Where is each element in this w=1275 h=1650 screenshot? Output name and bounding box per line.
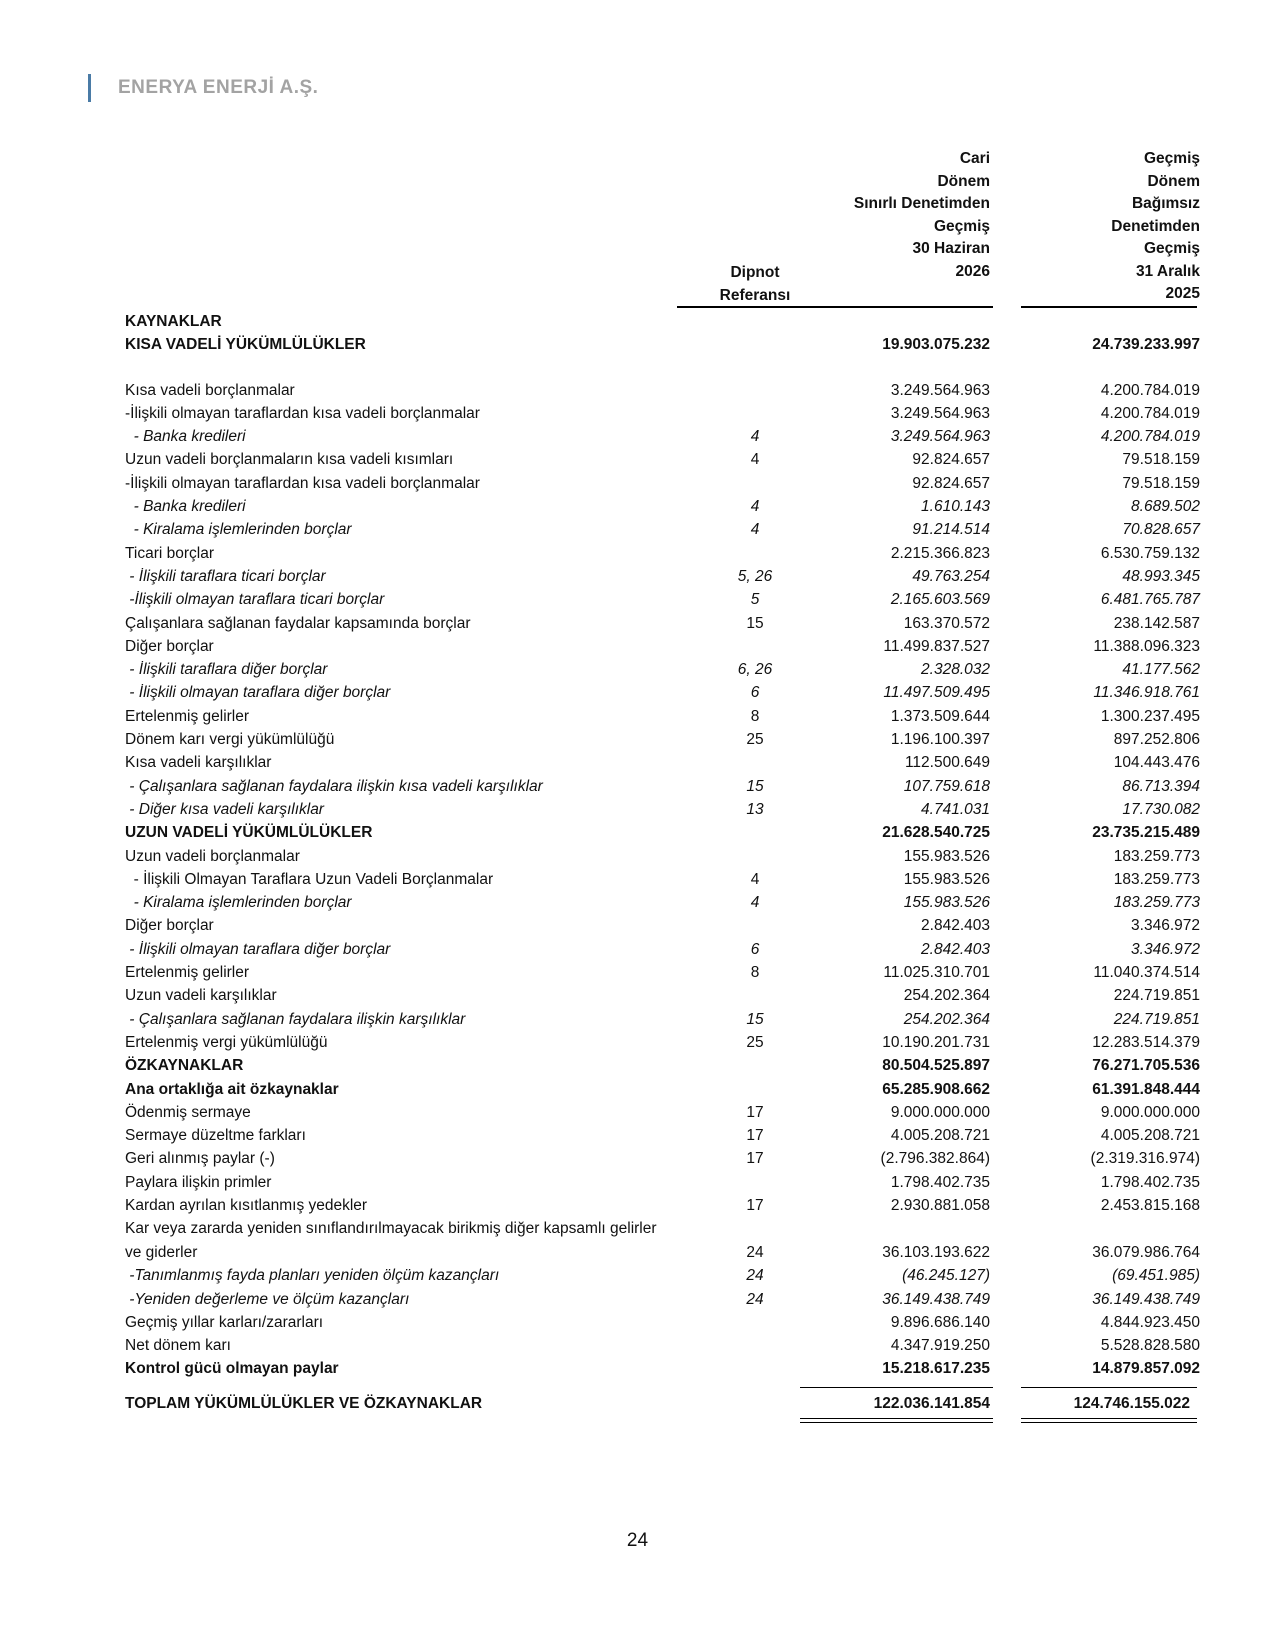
row-current-value: 3.249.564.963 <box>890 381 990 399</box>
row-current-value: 2.165.603.569 <box>890 591 990 609</box>
row-current-value: 107.759.618 <box>903 777 990 795</box>
row-label: Çalışanlara sağlanan faydalar kapsamında borçlar <box>125 614 471 632</box>
table-row <box>0 798 1275 821</box>
table-row <box>0 938 1275 961</box>
row-label: - İlişkili Olmayan Taraflara Uzun Vadeli Borçlanmalar <box>125 870 494 888</box>
prior-total-line <box>1021 1387 1197 1388</box>
header-line: 2025 <box>1165 285 1200 302</box>
row-prior-value: 183.259.773 <box>1113 894 1200 912</box>
row-current-value: 112.500.649 <box>904 754 990 772</box>
table-row <box>0 1194 1275 1217</box>
row-label: - İlişkili taraflara diğer borçlar <box>125 661 328 679</box>
row-current-value: 163.370.572 <box>903 614 990 632</box>
header-line: 30 Haziran <box>912 240 990 257</box>
row-note: 15 <box>746 777 764 795</box>
row-prior-value: 24.739.233.997 <box>1092 336 1200 354</box>
row-label: Uzun vadeli borçlanmaların kısa vadeli kısımları <box>125 451 454 469</box>
row-label: - Banka kredileri <box>125 428 246 446</box>
table-row <box>0 612 1275 635</box>
row-label: Ana ortaklığa ait özkaynaklar <box>125 1080 339 1098</box>
table-row <box>0 1171 1275 1194</box>
row-note: 4 <box>750 451 760 469</box>
row-prior-value: 183.259.773 <box>1113 847 1200 865</box>
note-reference-header <box>700 262 810 307</box>
row-prior-value: 5.528.828.580 <box>1100 1337 1200 1355</box>
row-label: - Kiralama işlemlerinden borçlar <box>125 894 352 912</box>
table-row <box>0 1311 1275 1334</box>
header-line: Bağımsız <box>1131 195 1200 212</box>
row-current-value: 49.763.254 <box>912 567 990 585</box>
table-row <box>0 448 1275 471</box>
row-current-value: 15.218.617.235 <box>882 1360 990 1378</box>
table-row <box>0 1217 1275 1264</box>
row-label: Ödenmiş sermaye <box>125 1103 251 1121</box>
row-label: -İlişkili olmayan taraflara ticari borçlar <box>125 591 385 609</box>
row-current-value: 2.215.366.823 <box>890 544 990 562</box>
current-total-line <box>800 1387 993 1388</box>
row-prior-value: 11.040.374.514 <box>1093 964 1200 982</box>
row-note: 17 <box>746 1196 764 1214</box>
row-label: Ticari borçlar <box>125 544 214 562</box>
row-label: Paylara ilişkin primler <box>125 1173 272 1191</box>
row-current-value: 4.741.031 <box>921 800 990 818</box>
row-label: - Banka kredileri <box>125 498 246 516</box>
current-period-header <box>780 148 990 283</box>
row-current-value: 65.285.908.662 <box>882 1080 990 1098</box>
header-line: Denetimden <box>1111 217 1200 235</box>
table-row <box>0 751 1275 774</box>
header-line: 31 Aralık <box>1135 262 1200 280</box>
row-prior-value: 61.391.848.444 <box>1092 1080 1200 1098</box>
row-prior-value: 238.142.587 <box>1113 614 1200 632</box>
row-prior-value: 70.828.657 <box>1122 521 1200 539</box>
row-current-value: 2.842.403 <box>921 917 990 935</box>
table-row <box>0 1288 1275 1311</box>
row-label: -İlişkili olmayan taraflardan kısa vadeli borçlanmalar <box>125 404 480 422</box>
header-line: Geçmiş <box>933 217 990 235</box>
table-row <box>0 1334 1275 1357</box>
row-prior-value: 36.149.438.749 <box>1092 1290 1200 1308</box>
row-label: Kısa vadeli karşılıklar <box>125 754 272 772</box>
row-current-value: 10.190.201.731 <box>882 1033 990 1051</box>
prior-total-double-underline <box>1021 1418 1197 1423</box>
row-prior-value: 8.689.502 <box>1131 498 1200 516</box>
row-current-value: 3.249.564.963 <box>890 428 990 446</box>
row-prior-value: 79.518.159 <box>1122 474 1200 492</box>
note-header-underline <box>677 306 807 308</box>
row-note: 6 <box>750 940 760 958</box>
row-label: - İlişkili olmayan taraflara diğer borçlar <box>125 684 391 702</box>
row-prior-value: 897.252.806 <box>1113 731 1200 749</box>
row-label: - Kiralama işlemlerinden borçlar <box>125 521 352 539</box>
table-row <box>0 495 1275 518</box>
header-line: Geçmiş <box>1143 240 1200 257</box>
row-note: 13 <box>746 800 764 818</box>
row-current-value: 36.103.193.622 <box>882 1243 990 1261</box>
row-label: -Yeniden değerleme ve ölçüm kazançları <box>125 1290 410 1308</box>
row-current-value: 2.842.403 <box>921 940 990 958</box>
grand-total-label: TOPLAM YÜKÜMLÜLÜKLER VE ÖZKAYNAKLAR <box>125 1395 483 1412</box>
row-prior-value: 4.005.208.721 <box>1100 1127 1200 1145</box>
table-row <box>0 1054 1275 1077</box>
row-label: - Çalışanlara sağlanan faydalara ilişkin karşılıklar <box>125 1010 466 1028</box>
row-note: 15 <box>746 614 764 632</box>
current-total-double-underline <box>800 1418 993 1423</box>
table-row <box>0 658 1275 681</box>
row-label: - Çalışanlara sağlanan faydalara ilişkin kısa vadeli karşılıklar <box>125 777 543 795</box>
row-current-value: 254.202.364 <box>903 987 990 1005</box>
header-line: Dipnot <box>730 264 780 281</box>
table-row <box>0 845 1275 868</box>
row-current-value: 92.824.657 <box>912 451 990 469</box>
row-note: 4 <box>750 521 760 539</box>
row-current-value: 11.025.310.701 <box>883 964 990 982</box>
row-current-value: 1.373.509.644 <box>890 707 990 725</box>
row-current-value: 80.504.525.897 <box>882 1057 990 1075</box>
row-note: 8 <box>750 707 760 725</box>
row-prior-value: 17.730.082 <box>1122 800 1200 818</box>
row-prior-value: 36.079.986.764 <box>1092 1243 1200 1261</box>
row-current-value: 11.499.837.527 <box>883 637 990 655</box>
row-note: 4 <box>750 428 760 446</box>
row-prior-value: 4.844.923.450 <box>1100 1313 1200 1331</box>
header-line: Referansı <box>719 286 791 304</box>
row-prior-value: 224.719.851 <box>1113 987 1200 1005</box>
row-prior-value: 12.283.514.379 <box>1092 1033 1200 1051</box>
row-label: - İlişkili taraflara ticari borçlar <box>125 567 326 585</box>
row-current-value: 3.249.564.963 <box>890 404 990 422</box>
table-row <box>0 1264 1275 1287</box>
table-row <box>0 357 1275 379</box>
row-current-value: 4.347.919.250 <box>890 1337 990 1355</box>
table-row <box>0 588 1275 611</box>
row-label: Net dönem karı <box>125 1337 231 1355</box>
row-prior-value: (2.319.316.974) <box>1090 1150 1200 1168</box>
row-note: 5 <box>750 591 760 609</box>
row-label: Uzun vadeli karşılıklar <box>125 987 277 1005</box>
row-prior-value: 104.443.476 <box>1113 754 1200 772</box>
table-row <box>0 565 1275 588</box>
table-row <box>0 821 1275 844</box>
table-row <box>0 518 1275 541</box>
table-row <box>0 728 1275 751</box>
row-note: 25 <box>746 1033 764 1051</box>
table-row <box>0 333 1275 356</box>
row-label: -İlişkili olmayan taraflardan kısa vadeli borçlanmalar <box>125 474 480 492</box>
row-prior-value: 11.346.918.761 <box>1093 684 1200 702</box>
row-prior-value: 6.481.765.787 <box>1100 591 1200 609</box>
row-note: 24 <box>746 1243 764 1261</box>
row-label: Ertelenmiş gelirler <box>125 964 250 982</box>
row-prior-value: 6.530.759.132 <box>1100 544 1200 562</box>
header-line: Dönem <box>937 172 990 190</box>
row-prior-value: 2.453.815.168 <box>1100 1196 1200 1214</box>
row-label: - İlişkili olmayan taraflara diğer borçlar <box>125 940 391 958</box>
row-prior-value: 11.388.096.323 <box>1093 637 1200 655</box>
table-row <box>0 868 1275 891</box>
row-note: 4 <box>750 870 760 888</box>
row-note: 6 <box>750 684 760 702</box>
row-prior-value: 23.735.215.489 <box>1092 824 1200 842</box>
row-current-value: 21.628.540.725 <box>882 824 990 842</box>
row-label: ÖZKAYNAKLAR <box>125 1057 244 1075</box>
row-current-value: 2.328.032 <box>921 661 990 679</box>
table-row <box>0 542 1275 565</box>
table-row <box>0 1101 1275 1124</box>
row-current-value: 4.005.208.721 <box>890 1127 990 1145</box>
row-current-value: 92.824.657 <box>912 474 990 492</box>
row-current-value: 9.896.686.140 <box>890 1313 990 1331</box>
row-current-value: 91.214.514 <box>912 521 990 539</box>
row-note: 4 <box>750 498 760 516</box>
row-label: Sermaye düzeltme farkları <box>125 1127 306 1145</box>
prior-header-underline <box>1021 306 1197 308</box>
row-current-value: 155.983.526 <box>903 870 990 888</box>
row-prior-value: 41.177.562 <box>1122 661 1200 679</box>
grand-total-row <box>0 1392 1275 1416</box>
table-row <box>0 914 1275 937</box>
row-note: 5, 26 <box>737 567 773 585</box>
row-current-value: 2.930.881.058 <box>890 1196 990 1214</box>
row-label: -Tanımlanmış fayda planları yeniden ölçüm kazançları <box>125 1267 500 1285</box>
header-line: Geçmiş <box>1143 150 1200 167</box>
row-note: 24 <box>746 1267 764 1285</box>
row-prior-value: 1.798.402.735 <box>1100 1173 1200 1191</box>
row-note: 17 <box>746 1103 764 1121</box>
table-row <box>0 425 1275 448</box>
table-row <box>0 1078 1275 1101</box>
row-current-value: 155.983.526 <box>903 894 990 912</box>
row-label: Kar veya zararda yeniden sınıflandırılmayacak birikmiş diğer kapsamlı gelirler ve giderler <box>125 1220 657 1261</box>
row-note: 25 <box>746 731 764 749</box>
table-row <box>0 705 1275 728</box>
table-row <box>0 635 1275 658</box>
table-row <box>0 402 1275 425</box>
row-note: 24 <box>746 1290 764 1308</box>
table-row <box>0 775 1275 798</box>
row-current-value: 1.610.143 <box>921 498 990 516</box>
row-label: UZUN VADELİ YÜKÜMLÜLÜKLER <box>125 824 373 842</box>
row-label: Ertelenmiş vergi yükümlülüğü <box>125 1033 328 1051</box>
row-current-value: 11.497.509.495 <box>883 684 990 702</box>
table-row <box>0 1147 1275 1170</box>
table-row <box>0 984 1275 1007</box>
table-row <box>0 1357 1275 1380</box>
row-current-value: 19.903.075.232 <box>882 336 990 354</box>
grand-total-current: 122.036.141.854 <box>873 1395 990 1412</box>
grand-total-prior: 124.746.155.022 <box>1073 1395 1190 1412</box>
row-note: 4 <box>750 894 760 912</box>
row-prior-value: 76.271.705.536 <box>1092 1057 1200 1075</box>
table-row <box>0 891 1275 914</box>
row-label: Kardan ayrılan kısıtlanmış yedekler <box>125 1196 368 1214</box>
row-label: Kontrol gücü olmayan paylar <box>125 1360 339 1378</box>
row-label: Diğer borçlar <box>125 917 214 935</box>
row-prior-value: 86.713.394 <box>1122 777 1200 795</box>
row-label: Ertelenmiş gelirler <box>125 707 250 725</box>
table-row <box>0 310 1275 333</box>
balance-sheet-table <box>0 310 1275 1381</box>
row-note: 8 <box>750 964 760 982</box>
row-prior-value: 48.993.345 <box>1122 567 1200 585</box>
row-current-value: (46.245.127) <box>902 1267 990 1285</box>
row-prior-value: 3.346.972 <box>1131 940 1200 958</box>
table-row <box>0 379 1275 402</box>
row-prior-value: 79.518.159 <box>1122 451 1200 469</box>
row-note: 17 <box>746 1127 764 1145</box>
header-line: Dönem <box>1147 172 1200 190</box>
row-prior-value: 183.259.773 <box>1113 870 1200 888</box>
row-current-value: 1.196.100.397 <box>890 731 990 749</box>
row-label: Diğer borçlar <box>125 637 214 655</box>
row-note: 15 <box>746 1010 764 1028</box>
table-row <box>0 1008 1275 1031</box>
row-prior-value: (69.451.985) <box>1112 1267 1200 1285</box>
row-label: Geri alınmış paylar (-) <box>125 1150 275 1168</box>
table-row <box>0 1031 1275 1054</box>
row-current-value: 36.149.438.749 <box>882 1290 990 1308</box>
header-line: 2026 <box>955 262 990 280</box>
row-label: KISA VADELİ YÜKÜMLÜLÜKLER <box>125 336 366 354</box>
company-name: ENERYA ENERJİ A.Ş. <box>118 77 319 98</box>
current-header-underline <box>797 306 993 308</box>
header-accent-bar <box>88 74 91 102</box>
header-line: Sınırlı Denetimden <box>853 195 990 212</box>
row-prior-value: 9.000.000.000 <box>1100 1103 1200 1121</box>
row-note: 6, 26 <box>737 661 773 679</box>
row-current-value: 155.983.526 <box>903 847 990 865</box>
header-line: Cari <box>959 150 990 167</box>
row-label: Dönem karı vergi yükümlülüğü <box>125 731 335 749</box>
row-current-value: 254.202.364 <box>903 1010 990 1028</box>
row-prior-value: 4.200.784.019 <box>1100 428 1200 446</box>
table-row <box>0 472 1275 495</box>
row-note: 17 <box>746 1150 764 1168</box>
row-prior-value: 14.879.857.092 <box>1092 1360 1200 1378</box>
row-label: Geçmiş yıllar karları/zararları <box>125 1313 324 1331</box>
row-prior-value: 1.300.237.495 <box>1100 707 1200 725</box>
row-prior-value: 4.200.784.019 <box>1100 404 1200 422</box>
row-prior-value: 224.719.851 <box>1113 1010 1200 1028</box>
prior-period-header <box>1000 148 1200 306</box>
table-row <box>0 961 1275 984</box>
row-current-value: 9.000.000.000 <box>890 1103 990 1121</box>
table-row <box>0 1124 1275 1147</box>
row-current-value: (2.796.382.864) <box>880 1150 990 1168</box>
row-label: Uzun vadeli borçlanmalar <box>125 847 300 865</box>
row-prior-value: 3.346.972 <box>1131 917 1200 935</box>
row-label: Kısa vadeli borçlanmalar <box>125 381 295 399</box>
row-label: KAYNAKLAR <box>125 313 222 330</box>
page-number: 24 <box>626 1530 649 1551</box>
row-prior-value: 4.200.784.019 <box>1100 381 1200 399</box>
row-label: - Diğer kısa vadeli karşılıklar <box>125 800 324 818</box>
row-current-value: 1.798.402.735 <box>890 1173 990 1191</box>
table-row <box>0 681 1275 704</box>
